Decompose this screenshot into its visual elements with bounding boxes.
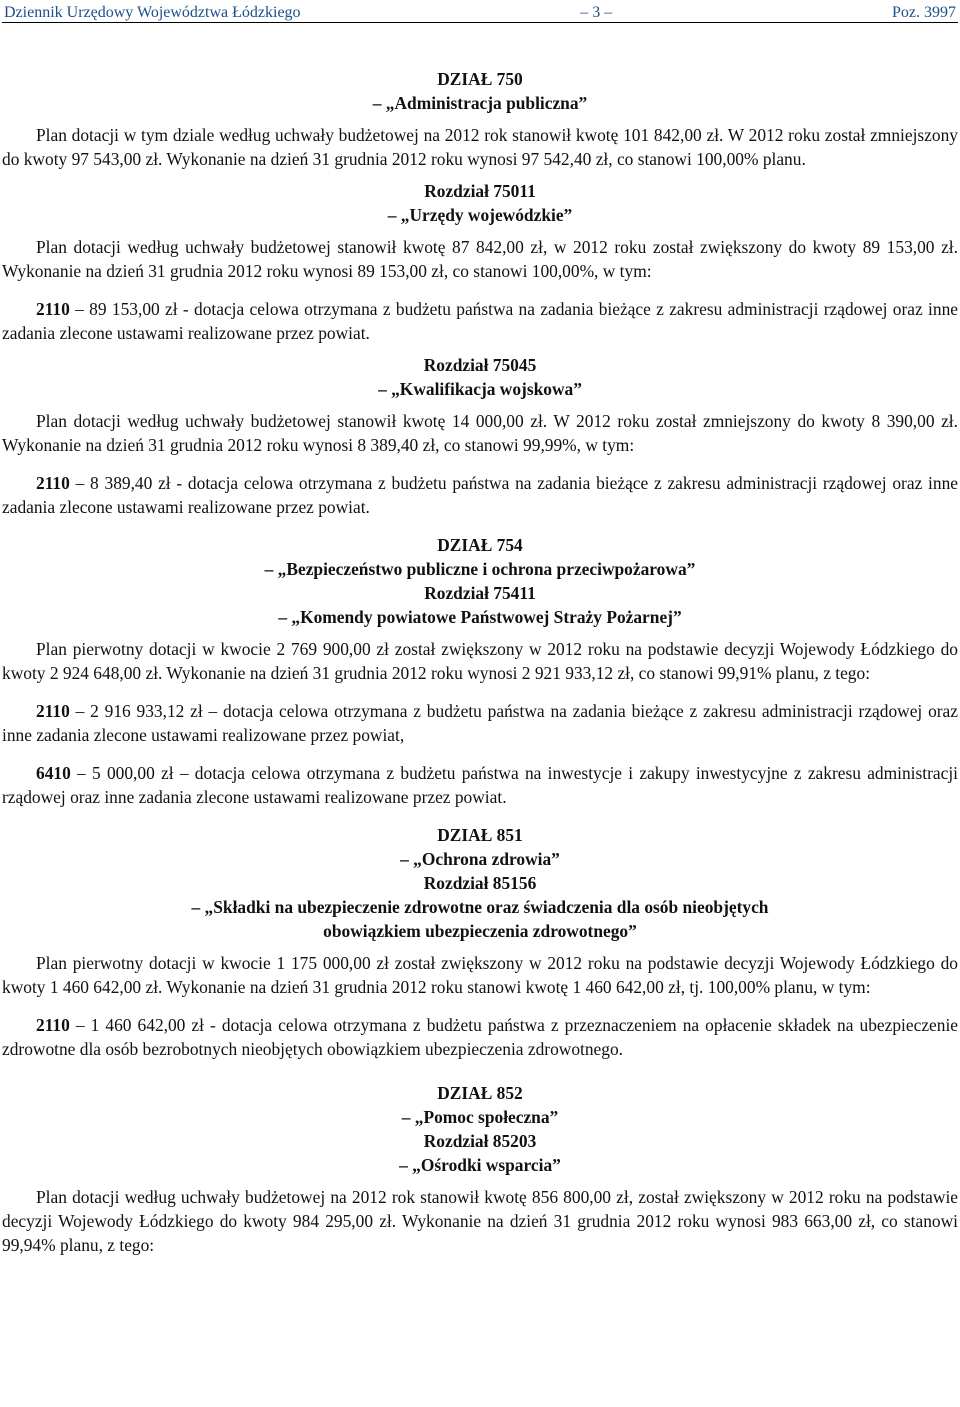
paragraph-code: 2110 [36,701,70,721]
rozdzial-85203-subtitle: – „Ośrodki wsparcia” [399,1155,561,1175]
rozdzial-75045-paragraph: Plan dotacji według uchwały budżetowej stanowił kwotę 14 000,00 zł. W 2012 roku został zmniejszony do kwoty 8 390,00 zł. Wykonanie na dzień 31 grudnia 2012 roku wynosi 8 389,40 zł, co stanowi 99,99%, w tym: [2,411,958,455]
rozdzial-85156-paragraph: Plan pierwotny dotacji w kwocie 1 175 000,00 zł został zwiększony w 2012 roku na podstawie decyzji Wojewody Łódzkiego do kwoty 1 460 642,00 zł. Wykonanie na dzień 31 grudnia 2012 roku stanowi kwotę 1 460 642,00 zł, tj. 100,00% planu, w tym: [2,953,958,997]
dzial-754-subtitle: – „Bezpieczeństwo publiczne i ochrona przeciwpożarowa” [264,559,696,579]
item-text: – 1 460 642,00 zł - dotacja celowa otrzymana z budżetu państwa z przeznaczeniem na opłacenie składek na ubezpieczenie zdrowotne dla osób bezrobotnych nieobjętych obowiązkiem ubezpieczenia zdrowotnego. [2,1015,958,1059]
item-text: – 2 916 933,12 zł – dotacja celowa otrzymana z budżetu państwa na zadania bieżące z zakresu administracji rządowej oraz inne zadania zlecone ustawami realizowane przez powiat, [2,701,958,745]
journal-title: Dziennik Urzędowy Województwa Łódzkiego [4,4,301,21]
rozdzial-85203-title: Rozdział 85203 [423,1131,537,1151]
item-text: – 5 000,00 zł – dotacja celowa otrzymana z budżetu państwa na inwestycje i zakupy inwestycyjne z zakresu administracji rządowej oraz inne zadania zlecone ustawami realizowane przez powiat. [2,763,958,807]
rozdzial-75045-title: Rozdział 75045 [423,355,537,375]
paragraph-code: 2110 [36,299,70,319]
rozdzial-75411-title: Rozdział 75411 [424,583,536,603]
rozdzial-75011-subtitle: – „Urzędy wojewódzkie” [387,205,573,225]
item-text: – 8 389,40 zł - dotacja celowa otrzymana z budżetu państwa na zadania bieżące z zakresu administracji rządowej oraz inne zadania zlecone ustawami realizowane przez powiat. [2,473,958,517]
rozdzial-85156-title: Rozdział 85156 [423,873,537,893]
rozdzial-85156-subtitle-line1: – „Składki na ubezpieczenie zdrowotne oraz świadczenia dla osób nieobjętych [191,897,769,917]
rozdzial-85156-subtitle-line2: obowiązkiem ubezpieczenia zdrowotnego” [323,921,637,941]
rozdzial-75045-item [2,471,958,519]
paragraph-code: 2110 [36,473,70,493]
rozdzial-75011-title: Rozdział 75011 [424,181,536,201]
dzial-852-subtitle: – „Pomoc społeczna” [401,1107,559,1127]
dzial-750-paragraph: Plan dotacji w tym dziale według uchwały budżetowej na 2012 rok stanowił kwotę 101 842,00 zł. W 2012 roku został zmniejszony do kwoty 97 543,00 zł. Wykonanie na dzień 31 grudnia 2012 roku wynosi 97 542,40 zł, co stanowi 100,00% planu. [2,125,958,169]
dzial-750-subtitle: – „Administracja publiczna” [372,93,588,113]
paragraph-code: 6410 [36,763,71,783]
rozdzial-75011-paragraph: Plan dotacji według uchwały budżetowej stanowił kwotę 87 842,00 zł, w 2012 roku został zwiększony do kwoty 89 153,00 zł. Wykonanie na dzień 31 grudnia 2012 roku wynosi 89 153,00 zł, co stanowi 100,00%, w tym: [2,237,958,281]
dzial-851-title: DZIAŁ 851 [437,825,523,845]
rozdzial-85203-paragraph: Plan dotacji według uchwały budżetowej na 2012 rok stanowił kwotę 856 800,00 zł, został zwiększony w 2012 roku na podstawie decyzji Wojewody Łódzkiego do kwoty 984 295,00 zł. Wykonanie na dzień 31 grudnia 2012 roku wynosi 983 663,00 zł, co stanowi 99,94% planu, z tego: [2,1187,958,1255]
dzial-750-title: DZIAŁ 750 [437,69,523,89]
rozdzial-85156-item [2,1013,958,1061]
page-number: – 3 – [580,4,613,21]
rozdzial-75411-paragraph: Plan pierwotny dotacji w kwocie 2 769 900,00 zł został zwiększony w 2012 roku na podstawie decyzji Wojewody Łódzkiego do kwoty 2 924 648,00 zł. Wykonanie na dzień 31 grudnia 2012 roku wynosi 2 921 933,12 zł, co stanowi 99,91% planu, z tego: [2,639,958,683]
rozdzial-75411-subtitle: – „Komendy powiatowe Państwowej Straży Pożarnej” [278,607,682,627]
rozdzial-75011-item [2,297,958,345]
position-number: Poz. 3997 [891,4,956,21]
page-header [2,0,958,23]
dzial-754-title: DZIAŁ 754 [437,535,523,555]
rozdzial-75411-item-6410 [2,761,958,809]
rozdzial-75411-item-2110 [2,699,958,747]
dzial-851-subtitle: – „Ochrona zdrowia” [400,849,560,869]
item-text: – 89 153,00 zł - dotacja celowa otrzymana z budżetu państwa na zadania bieżące z zakresu administracji rządowej oraz inne zadania zlecone ustawami realizowane przez powiat. [2,299,958,343]
paragraph-code: 2110 [36,1015,70,1035]
dzial-852-title: DZIAŁ 852 [437,1083,523,1103]
rozdzial-75045-subtitle: – „Kwalifikacja wojskowa” [378,379,582,399]
